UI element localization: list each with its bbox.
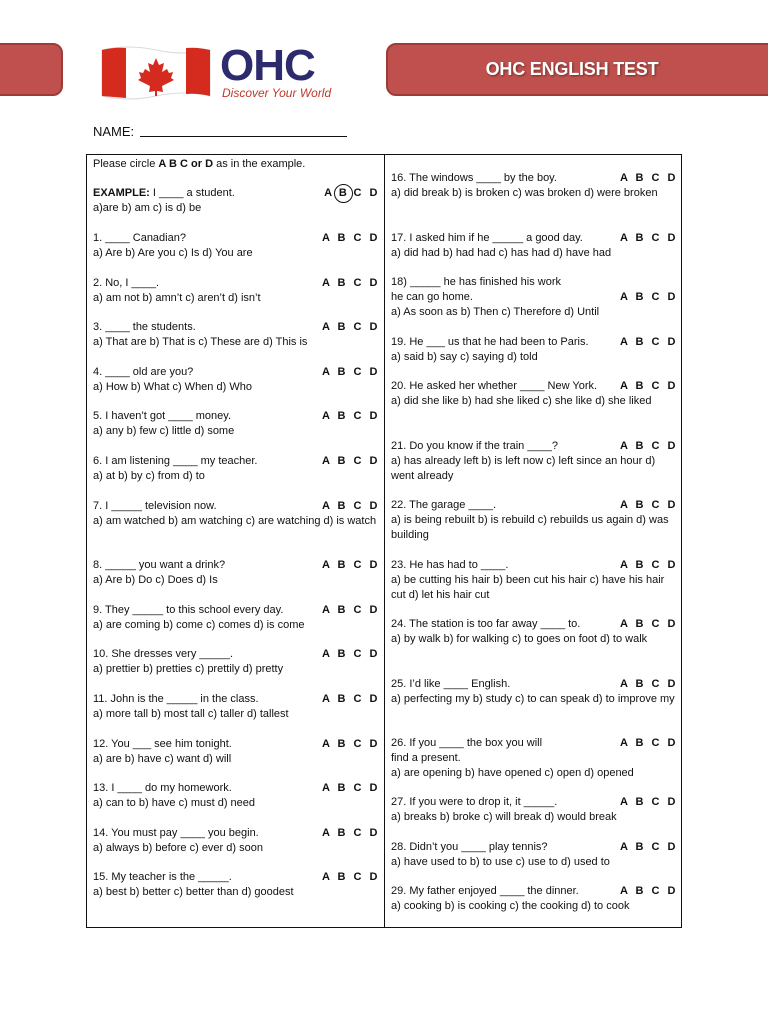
logo-tagline: Discover Your World [222, 86, 332, 100]
question-item [391, 275, 676, 320]
example-options: a)are b) am c) is d) be [93, 202, 202, 214]
answer-options: a) Are b) Are you c) Is d) You are [93, 247, 253, 259]
question-text: 11. John is the _____ in the class. [93, 693, 259, 705]
answer-options: a) best b) better c) better than d) goodest [93, 886, 294, 898]
question-text: 7. I _____ television now. [93, 500, 217, 512]
question-item [93, 826, 378, 856]
answer-options: a) are opening b) have opened c) open d) opened [391, 767, 634, 779]
question-item [93, 499, 378, 529]
example-question [93, 186, 378, 216]
answer-choices[interactable]: A B C D [321, 604, 378, 616]
question-text: 1. ____ Canadian? [93, 232, 186, 244]
question-text-line2: find a present. [391, 752, 461, 764]
question-item [391, 558, 676, 603]
answer-choices[interactable]: A B C D [619, 499, 676, 511]
question-text: 4. ____ old are you? [93, 366, 194, 378]
example-answer-a: A [324, 187, 333, 199]
column-divider [384, 155, 385, 927]
question-text: 24. The station is too far away ____ to. [391, 618, 581, 630]
answer-choices[interactable]: A B C D [619, 172, 676, 184]
question-item [93, 692, 378, 722]
answer-choices[interactable]: A B C D [321, 232, 378, 244]
question-text: 3. ____ the students. [93, 321, 196, 333]
question-text: 13. I ____ do my homework. [93, 782, 232, 794]
canada-flag-icon [100, 44, 212, 102]
answer-choices[interactable]: A B C D [321, 321, 378, 333]
answer-options: a) are coming b) come c) comes d) is come [93, 619, 305, 631]
question-text: 10. She dresses very _____. [93, 648, 234, 660]
question-text: 22. The garage ____. [391, 499, 496, 511]
logo-wordmark: OHC [220, 41, 315, 90]
example-circled-answer: B [334, 184, 353, 203]
example-text [93, 186, 235, 201]
answer-options: a) has already left b) is left now c) left since an hour d) went already [391, 455, 656, 482]
answer-choices[interactable]: A B C D [619, 291, 676, 303]
question-text: 19. He ___ us that he had been to Paris. [391, 336, 589, 348]
question-item [391, 379, 676, 409]
question-text: 9. They _____ to this school every day. [93, 604, 284, 616]
instructions-suffix: as in the example. [213, 158, 306, 170]
question-item [93, 409, 378, 439]
header-tab-left [0, 43, 63, 96]
question-text: 28. Didn’t you ____ play tennis? [391, 841, 548, 853]
ohc-logo [100, 40, 350, 106]
answer-choices[interactable]: A B C D [321, 648, 378, 660]
answer-choices[interactable]: A B C D [321, 871, 378, 883]
page-title: OHC ENGLISH TEST [485, 59, 659, 79]
answer-choices[interactable]: A B C D [321, 827, 378, 839]
question-item [391, 171, 676, 201]
question-table [86, 154, 682, 928]
question-text: 21. Do you know if the train ____? [391, 440, 558, 452]
answer-options: a) did break b) is broken c) was broken d) were broken [391, 187, 658, 199]
answer-options: a) more tall b) most tall c) taller d) tallest [93, 708, 289, 720]
question-item [93, 870, 378, 900]
answer-choices[interactable]: A B C D [619, 796, 676, 808]
answer-choices[interactable]: A B C D [321, 559, 378, 571]
question-text: 17. I asked him if he _____ a good day. [391, 232, 583, 244]
answer-options: a) am watched b) am watching c) are watching d) is watch [93, 515, 377, 527]
answer-options: a) cooking b) is cooking c) the cooking d) to cook [391, 900, 630, 912]
question-item [93, 558, 378, 588]
example-answer-rest: C D [353, 187, 378, 199]
question-text-line1: 18) _____ he has finished his work [391, 276, 561, 288]
question-text: 16. The windows ____ by the boy. [391, 172, 557, 184]
instructions-bold: A B C or D [158, 158, 214, 170]
answer-options: a) That are b) That is c) These are d) This is [93, 336, 308, 348]
question-text: he can go home. [391, 291, 473, 303]
answer-options: a) prettier b) pretties c) prettily d) pretty [93, 663, 284, 675]
example-answer [324, 186, 378, 201]
question-text: 8. _____ you want a drink? [93, 559, 226, 571]
instructions [93, 157, 305, 172]
question-text: 29. My father enjoyed ____ the dinner. [391, 885, 579, 897]
answer-options: a) any b) few c) little d) some [93, 425, 235, 437]
answer-choices[interactable]: A B C D [619, 232, 676, 244]
example-label: EXAMPLE: [93, 187, 150, 199]
answer-options: a) As soon as b) Then c) Therefore d) Until [391, 306, 600, 318]
answer-options: a) did had b) had had c) has had d) have had [391, 247, 612, 259]
question-item [391, 498, 676, 543]
answer-choices[interactable]: A B C D [619, 336, 676, 348]
question-text: 15. My teacher is the _____. [93, 871, 232, 883]
question-item [391, 335, 676, 365]
question-item [93, 737, 378, 767]
question-text: 23. He has had to ____. [391, 559, 509, 571]
instructions-prefix: Please circle [93, 158, 159, 170]
answer-choices[interactable]: A B C D [321, 738, 378, 750]
answer-choices[interactable]: A B C D [321, 782, 378, 794]
answer-options: a) be cutting his hair b) been cut his hair c) have his hair cut d) let his hair cut [391, 574, 665, 601]
question-item [391, 884, 676, 914]
question-text: 14. You must pay ____ you begin. [93, 827, 259, 839]
question-item [391, 736, 676, 781]
question-text: 6. I am listening ____ my teacher. [93, 455, 258, 467]
name-field[interactable] [140, 121, 347, 137]
question-text: 25. I’d like ____ English. [391, 678, 511, 690]
answer-options: a) can to b) have c) must d) need [93, 797, 256, 809]
question-text: 20. He asked her whether ____ New York. [391, 380, 598, 392]
answer-choices[interactable]: A B C D [321, 410, 378, 422]
question-text: 26. If you ____ the box you will [391, 737, 543, 749]
question-item [391, 617, 676, 647]
question-item [93, 647, 378, 677]
answer-choices[interactable]: A B C D [619, 559, 676, 571]
question-item [391, 231, 676, 261]
name-label: NAME: [93, 124, 135, 139]
answer-choices[interactable]: A B C D [619, 440, 676, 452]
answer-choices[interactable]: A B C D [321, 693, 378, 705]
question-text: 5. I haven’t got ____ money. [93, 410, 231, 422]
answer-options: a) said b) say c) saying d) told [391, 351, 538, 363]
question-item [93, 231, 378, 261]
answer-choices[interactable]: A B C D [619, 885, 676, 897]
answer-options: a) did she like b) had she liked c) she like d) she liked [391, 395, 652, 407]
question-text: 27. If you were to drop it, it _____. [391, 796, 558, 808]
question-item [93, 454, 378, 484]
question-item [93, 781, 378, 811]
answer-options: a) by walk b) for walking c) to goes on foot d) to walk [391, 633, 648, 645]
question-item [391, 795, 676, 825]
question-text: 2. No, I ____. [93, 277, 160, 289]
answer-options: a) are b) have c) want d) will [93, 753, 232, 765]
question-item [93, 365, 378, 395]
header-title-banner [386, 43, 768, 96]
question-item [93, 276, 378, 306]
answer-choices[interactable]: A B C D [619, 737, 676, 749]
answer-options: a) is being rebuilt b) is rebuild c) rebuilds us again d) was building [391, 514, 669, 541]
answer-choices[interactable]: A B C D [321, 455, 378, 467]
answer-choices[interactable]: A B C D [321, 500, 378, 512]
question-text: 12. You ___ see him tonight. [93, 738, 232, 750]
answer-options: a) perfecting my b) study c) to can speak d) to improve my [391, 693, 675, 705]
answer-choices[interactable]: A B C D [321, 366, 378, 378]
answer-options: a) How b) What c) When d) Who [93, 381, 252, 393]
question-item [391, 439, 676, 484]
answer-choices[interactable]: A B C D [619, 678, 676, 690]
question-item [391, 677, 676, 707]
answer-choices[interactable]: A B C D [321, 277, 378, 289]
answer-options: a) have used to b) to use c) use to d) used to [391, 856, 610, 868]
question-item [391, 840, 676, 870]
answer-options: a) at b) by c) from d) to [93, 470, 205, 482]
answer-choices[interactable]: A B C D [619, 380, 676, 392]
name-row [93, 124, 347, 140]
question-item [93, 603, 378, 633]
answer-options: a) am not b) amn’t c) aren’t d) isn’t [93, 292, 261, 304]
example-question-text: I ____ a student. [149, 187, 235, 199]
answer-options: a) Are b) Do c) Does d) Is [93, 574, 218, 586]
answer-choices[interactable]: A B C D [619, 841, 676, 853]
question-item [93, 320, 378, 350]
answer-choices[interactable]: A B C D [619, 618, 676, 630]
answer-options: a) always b) before c) ever d) soon [93, 842, 263, 854]
answer-options: a) breaks b) broke c) will break d) would break [391, 811, 617, 823]
